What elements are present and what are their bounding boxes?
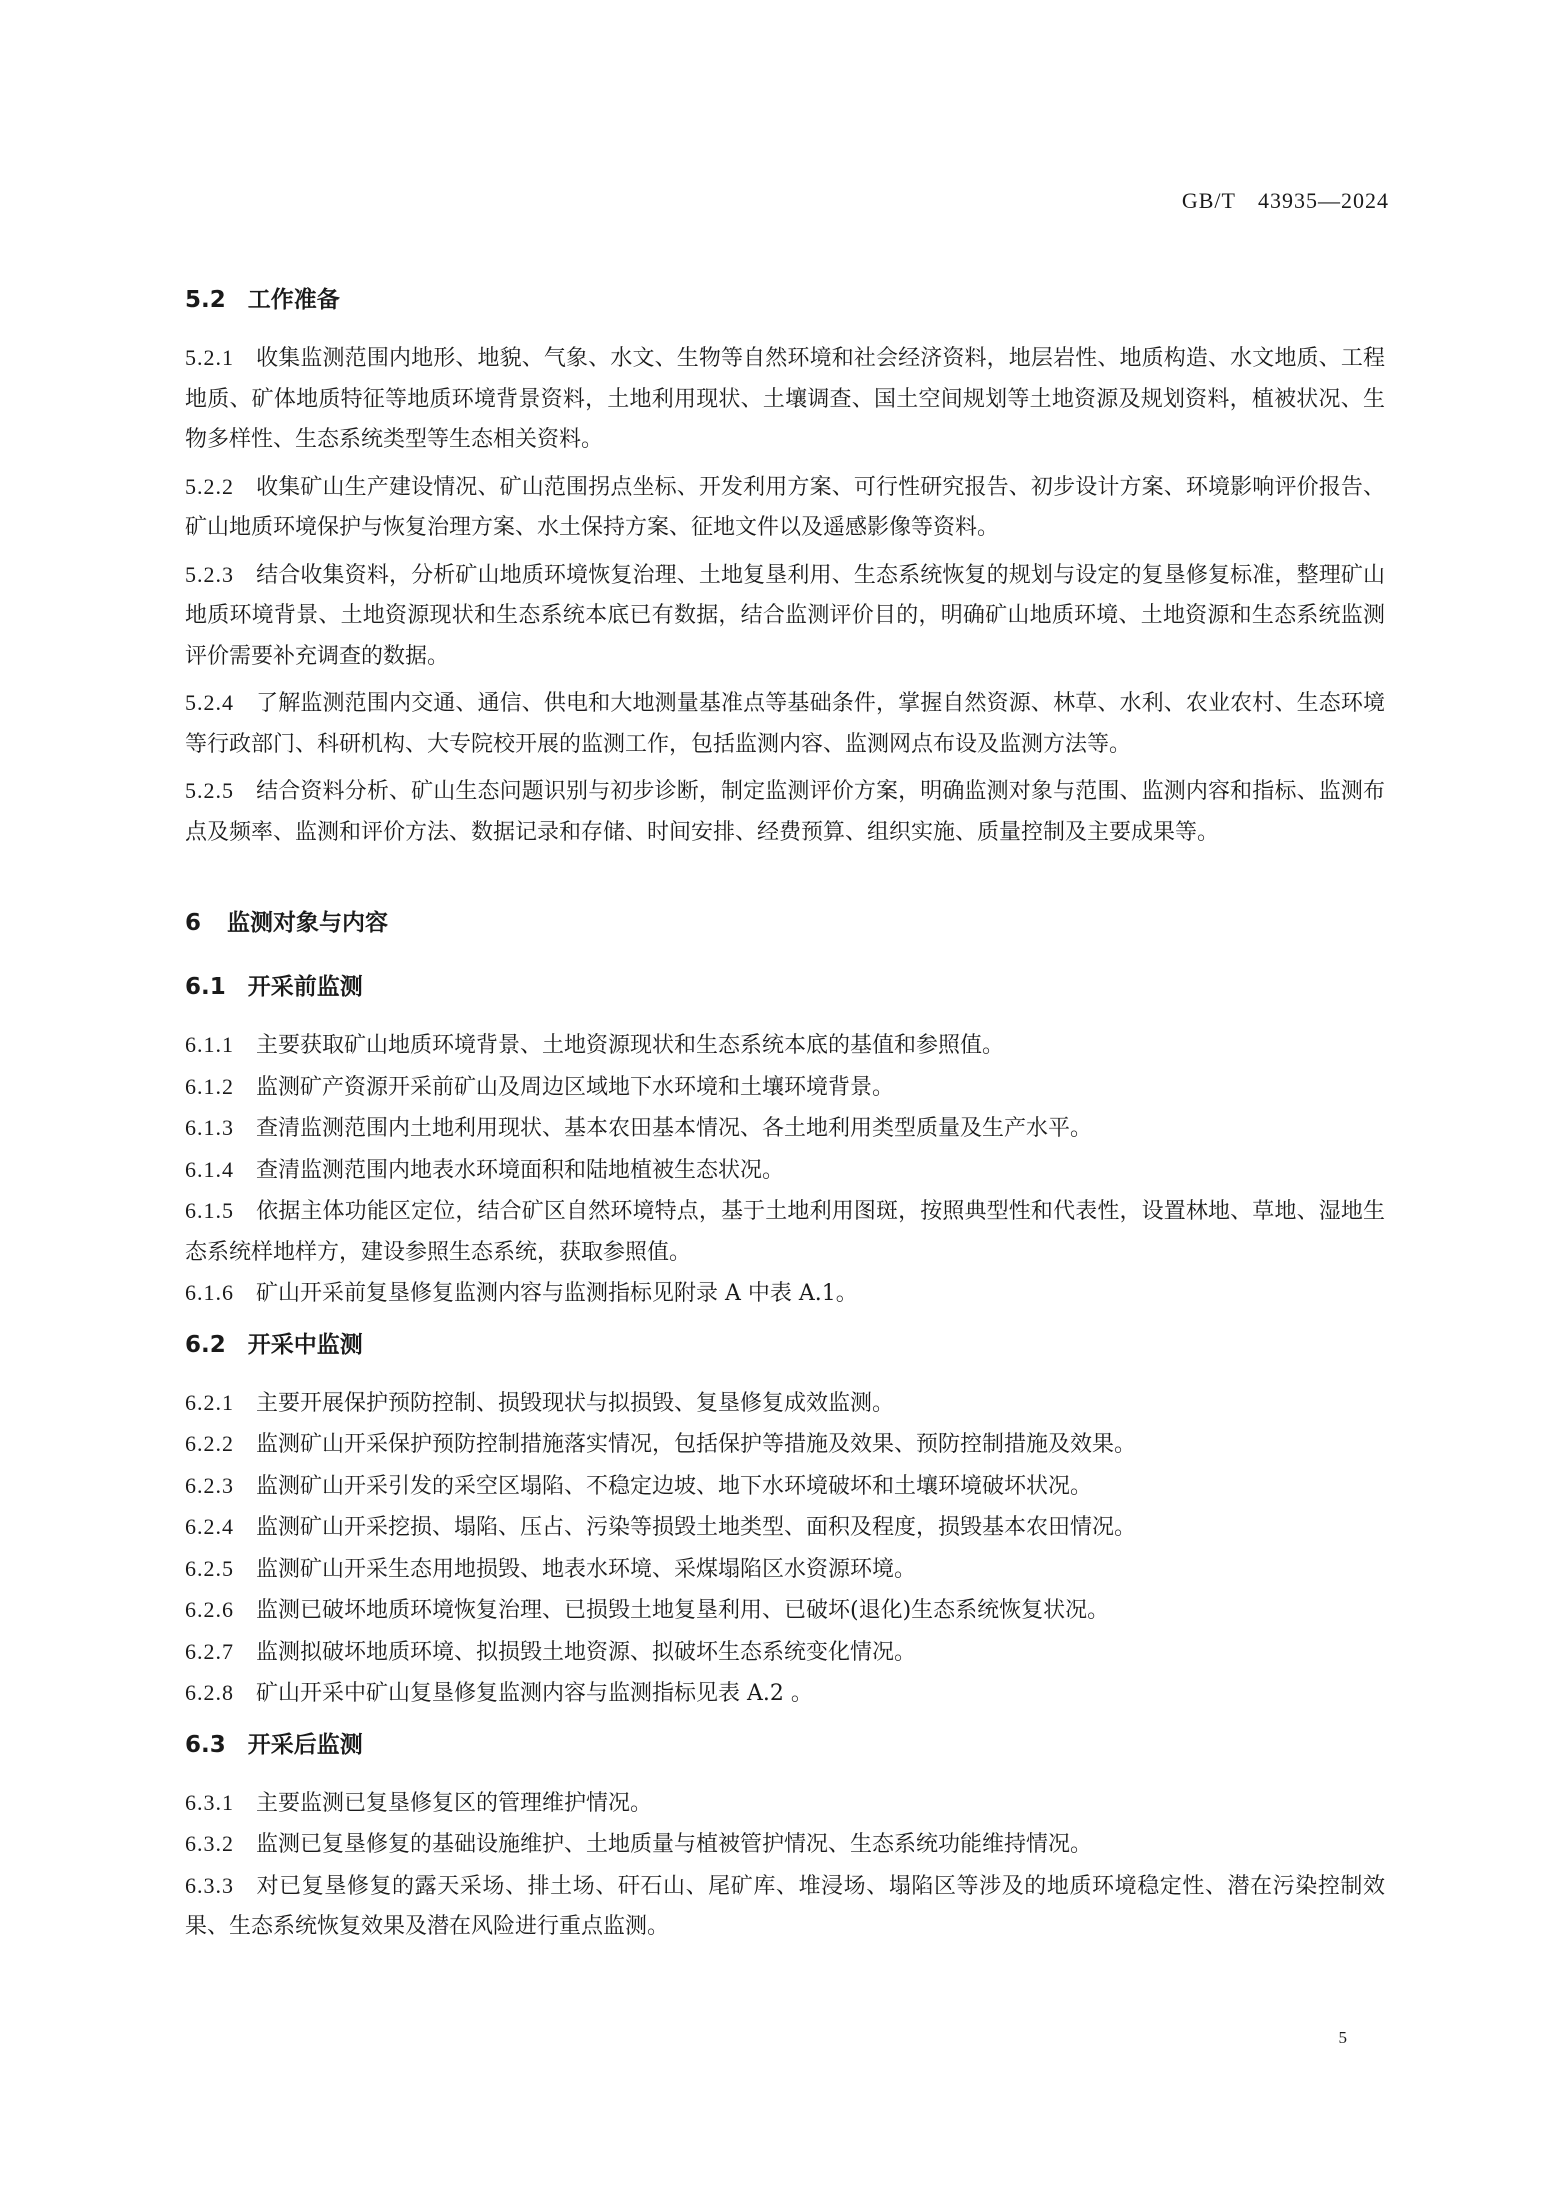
clause-text: 依据主体功能区定位，结合矿区自然环境特点，基于土地利用图斑，按照典型性和代表性，设置林地、草地、湿地生态系统样地样方，建设参照生态系统，获取参照值。 <box>185 1199 1385 1265</box>
clause-number: 6.1.6 <box>185 1280 234 1305</box>
clause-6-2-3 <box>185 1466 1385 1508</box>
section-title: 工作准备 <box>247 287 340 313</box>
clause-text: 监测矿山开采保护预防控制措施落实情况，包括保护等措施及效果、预防控制措施及效果。 <box>256 1432 1137 1457</box>
clause-6-2-2 <box>185 1424 1385 1466</box>
clause-text: 监测已破坏地质环境恢复治理、已损毁土地复垦利用、已破坏(退化)生态系统恢复状况。 <box>256 1598 1110 1623</box>
page-number: 5 <box>1338 2028 1347 2047</box>
clause-number: 6.2.2 <box>185 1431 234 1456</box>
section-heading-6-2 <box>185 1325 1385 1365</box>
clause-6-2-6 <box>185 1590 1385 1632</box>
clause-6-3-2 <box>185 1824 1385 1866</box>
clause-text: 监测矿山开采引发的采空区塌陷、不稳定边坡、地下水环境破坏和土壤环境破坏状况。 <box>256 1473 1093 1499</box>
clause-6-1-4 <box>185 1150 1385 1192</box>
clause-6-1-2 <box>185 1067 1385 1109</box>
section-heading-6-3 <box>185 1725 1385 1765</box>
clause-text: 结合资料分析、矿山生态问题识别与初步诊断，制定监测评价方案，明确监测对象与范围、监测内容和指标、监测布点及频率、监测和评价方法、数据记录和存储、时间安排、经费预算、组织实施、质量控制及主要成果等。 <box>185 779 1385 845</box>
clause-6-2-5 <box>185 1549 1385 1591</box>
clause-6-1-6 <box>185 1273 1385 1315</box>
clause-text: 收集监测范围内地形、地貌、气象、水文、生物等自然环境和社会经济资料，地层岩性、地质构造、水文地质、工程地质、矿体地质特征等地质环境背景资料，土地利用现状、土壤调查、国土空间规划等土地资源及规划资料，植被状况、生物多样性、生态系统类型等生态相关资料。 <box>185 346 1385 452</box>
clause-6-3-3 <box>185 1866 1385 1948</box>
clause-number: 6.2.7 <box>185 1638 234 1664</box>
clause-number: 6.2.4 <box>185 1514 234 1539</box>
clause-number: 6.3.3 <box>185 1872 234 1898</box>
clause-number: 6.2.5 <box>185 1555 234 1581</box>
clause-text: 收集矿山生产建设情况、矿山范围拐点坐标、开发利用方案、可行性研究报告、初步设计方案、环境影响评价报告、矿山地质环境保护与恢复治理方案、水土保持方案、征地文件以及遥感影像等资料。 <box>185 474 1385 540</box>
clause-5-2-3 <box>185 555 1385 678</box>
clause-number: 6.2.1 <box>185 1389 234 1415</box>
clause-number: 6.2.6 <box>185 1597 234 1622</box>
chapter-number: 6 <box>185 910 202 936</box>
clause-number: 5.2.2 <box>185 473 234 499</box>
clause-text: 结合收集资料，分析矿山地质环境恢复治理、土地复垦利用、生态系统恢复的规划与设定的复垦修复标准，整理矿山地质环境背景、土地资源现状和生态系统本底已有数据，结合监测评价目的，明确矿山地质环境、土地资源和生态系统监测评价需要补充调查的数据。 <box>185 562 1385 669</box>
clause-text: 查清监测范围内土地利用现状、基本农田基本情况、各土地利用类型质量及生产水平。 <box>256 1116 1093 1141</box>
document-body <box>185 280 1385 1948</box>
clause-text: 监测矿山开采生态用地损毁、地表水环境、采煤塌陷区水资源环境。 <box>256 1556 917 1582</box>
clause-text: 监测矿产资源开采前矿山及周边区域地下水环境和土壤环境背景。 <box>256 1074 895 1100</box>
clause-5-2-5 <box>185 771 1385 853</box>
chapter-title: 监测对象与内容 <box>227 910 389 936</box>
section-number: 6.2 <box>185 1331 226 1358</box>
section-title: 开采中监测 <box>247 1331 363 1358</box>
standard-code <box>1182 188 1389 214</box>
chapter-heading-6 <box>185 903 1385 943</box>
clause-6-2-7 <box>185 1632 1385 1674</box>
standard-prefix: GB/T <box>1181 188 1236 213</box>
clause-text: 监测矿山开采挖损、塌陷、压占、污染等损毁土地类型、面积及程度，损毁基本农田情况。 <box>256 1515 1137 1540</box>
clause-5-2-4 <box>185 683 1385 765</box>
clause-number: 6.1.4 <box>185 1156 234 1182</box>
clause-6-2-4 <box>185 1507 1385 1549</box>
section-heading-5-2 <box>185 280 1385 320</box>
clause-number: 6.1.2 <box>185 1073 234 1099</box>
clause-5-2-2 <box>185 467 1385 549</box>
section-heading-6-1 <box>185 967 1385 1007</box>
section-title: 开采前监测 <box>247 974 363 1000</box>
clause-text: 主要获取矿山地质环境背景、土地资源现状和生态系统本底的基值和参照值。 <box>256 1033 1005 1058</box>
clause-6-1-5 <box>185 1191 1385 1273</box>
clause-number: 6.2.3 <box>185 1472 234 1498</box>
clause-text: 查清监测范围内地表水环境面积和陆地植被生态状况。 <box>256 1157 785 1183</box>
clause-number: 5.2.5 <box>185 778 234 803</box>
clause-text: 对已复垦修复的露天采场、排土场、矸石山、尾矿库、堆浸场、塌陷区等涉及的地质环境稳定性、潜在污染控制效果、生态系统恢复效果及潜在风险进行重点监测。 <box>185 1873 1385 1939</box>
clause-number: 6.1.1 <box>185 1032 234 1057</box>
clause-text: 主要监测已复垦修复区的管理维护情况。 <box>256 1790 653 1816</box>
clause-text: 监测拟破坏地质环境、拟损毁土地资源、拟破坏生态系统变化情况。 <box>256 1639 917 1665</box>
clause-number: 6.2.8 <box>185 1680 234 1705</box>
clause-text: 矿山开采中矿山复垦修复监测内容与监测指标见表 A.2 。 <box>256 1681 813 1706</box>
clause-6-1-3 <box>185 1108 1385 1150</box>
clause-5-2-1 <box>185 338 1385 461</box>
clause-text: 矿山开采前复垦修复监测内容与监测指标见附录 A 中表 A.1。 <box>256 1281 858 1306</box>
clause-number: 5.2.3 <box>185 561 234 587</box>
clause-6-1-1 <box>185 1025 1385 1067</box>
clause-text: 主要开展保护预防控制、损毁现状与拟损毁、复垦修复成效监测。 <box>256 1390 895 1416</box>
clause-number: 6.3.2 <box>185 1831 234 1856</box>
clause-number: 6.3.1 <box>185 1789 234 1815</box>
section-number: 5.2 <box>185 287 226 313</box>
standard-number: 43935—2024 <box>1258 188 1389 213</box>
clause-number: 6.1.3 <box>185 1115 234 1140</box>
clause-6-3-1 <box>185 1783 1385 1825</box>
clause-number: 5.2.4 <box>185 690 234 715</box>
clause-number: 6.1.5 <box>185 1198 234 1223</box>
clause-text: 了解监测范围内交通、通信、供电和大地测量基准点等基础条件，掌握自然资源、林草、水利、农业农村、生态环境等行政部门、科研机构、大专院校开展的监测工作，包括监测内容、监测网点布设及监测方法等。 <box>185 691 1385 757</box>
clause-6-2-8 <box>185 1673 1385 1715</box>
section-number: 6.3 <box>185 1731 226 1758</box>
clause-number: 5.2.1 <box>185 345 234 370</box>
clause-6-2-1 <box>185 1383 1385 1425</box>
section-title: 开采后监测 <box>247 1731 363 1758</box>
section-number: 6.1 <box>185 974 226 1000</box>
clause-text: 监测已复垦修复的基础设施维护、土地质量与植被管护情况、生态系统功能维持情况。 <box>256 1832 1093 1857</box>
